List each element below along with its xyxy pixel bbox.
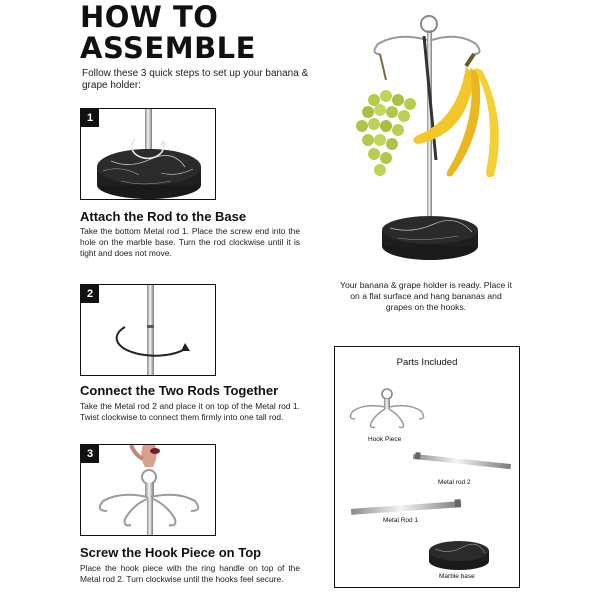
step-2-number: 2 xyxy=(81,285,99,303)
step-3-text: Place the hook piece with the ring handle on top of the Metal rod 2. Turn clockwise until the hooks feel secure. xyxy=(80,563,300,584)
step-3-image xyxy=(80,444,216,536)
metal-rod-1-part-icon xyxy=(351,499,461,515)
intro-text: Follow these 3 quick steps to set up your banana & grape holder: xyxy=(82,68,309,91)
title-line-1: HOW TO xyxy=(80,0,219,34)
parts-illustration xyxy=(335,347,521,589)
assembled-holder-image xyxy=(338,10,514,272)
marble-base-rod-illustration xyxy=(81,109,216,200)
title-line-2: ASSEMBLE xyxy=(80,31,256,65)
step-2-image xyxy=(80,284,216,376)
hook-piece-illustration xyxy=(81,445,216,536)
part-label-metal-rod-2: Metal rod 2 xyxy=(438,479,471,486)
step-1-number: 1 xyxy=(81,109,99,127)
parts-title: Parts Included xyxy=(396,357,458,368)
step-2-text: Take the Metal rod 2 and place it on top of the Metal rod 1. Twist clockwise to connect them firmly into one tall rod. xyxy=(80,401,300,422)
step-2-heading: Connect the Two Rods Together xyxy=(80,383,279,398)
page-title xyxy=(80,2,256,64)
step-1-image xyxy=(80,108,216,200)
part-label-metal-rod-1: Metal Rod 1 xyxy=(383,517,419,524)
part-label-hook-piece: Hook Piece xyxy=(368,436,402,443)
product-caption: Your banana & grape holder is ready. Place it on a flat surface and hang bananas and grapes on the hooks. xyxy=(340,280,512,312)
hook-piece-part-icon xyxy=(350,389,423,428)
grapes-icon xyxy=(356,54,416,176)
part-label-marble-base: Marble base xyxy=(439,573,475,580)
step-3-heading: Screw the Hook Piece on Top xyxy=(80,545,262,560)
parts-included-box xyxy=(334,346,520,588)
step-1-heading: Attach the Rod to the Base xyxy=(80,209,247,224)
step-1-text: Take the bottom Metal rod 1. Place the screw end into the hole on the marble base. Turn the rod clockwise until it is tight and does not move. xyxy=(80,226,300,258)
rod-connection-illustration xyxy=(81,285,216,376)
metal-rod-2-part-icon xyxy=(413,452,511,469)
marble-base-part-icon xyxy=(429,541,489,570)
step-3-number: 3 xyxy=(81,445,99,463)
